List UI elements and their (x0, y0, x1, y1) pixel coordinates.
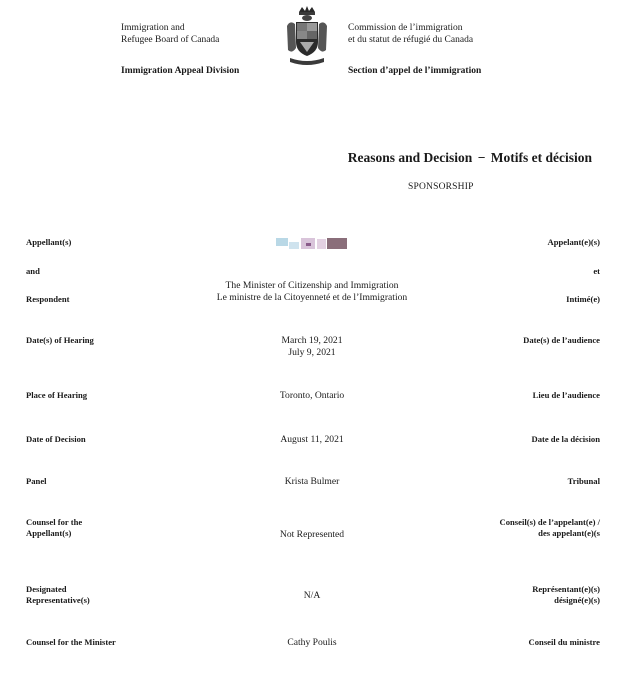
counsel-minister-value: Cathy Poulis (287, 637, 337, 648)
designated-rep-label-line2: Representative(s) (26, 595, 90, 605)
designated-rep-label-fr-line1: Représentant(e)(s) (532, 584, 600, 594)
hearing-dates-label: Date(s) of Hearing (26, 335, 94, 345)
header-right-division: Section d’appel de l’immigration (348, 66, 482, 76)
respondent-label: Respondent (26, 294, 70, 304)
respondent-label-fr: Intimé(e) (566, 294, 600, 304)
respondent-value (182, 280, 442, 304)
decision-date-label-fr: Date de la décision (531, 434, 600, 444)
panel-label: Panel (26, 476, 47, 486)
decision-date-value: August 11, 2021 (280, 434, 344, 445)
respondent-value-line1: The Minister of Citizenship and Immigration (225, 280, 399, 291)
document-subtitle: SPONSORSHIP (408, 182, 474, 192)
header-right-org-line1: Commission de l’immigration (348, 23, 463, 33)
designated-rep-label-fr-line2: désigné(e)(s) (554, 595, 600, 605)
counsel-appellant-label-line1: Counsel for the (26, 517, 83, 527)
redaction-block (317, 239, 326, 249)
counsel-appellant-label-fr-line1: Conseil(s) de l’appelant(e) / (499, 517, 600, 527)
counsel-minister-label-fr: Conseil du ministre (528, 637, 600, 647)
appellant-label-fr: Appelant(e)(s) (547, 237, 600, 247)
redaction-block (289, 242, 299, 249)
redaction-block (327, 238, 347, 249)
document-title-separator: − (477, 150, 486, 165)
canada-coat-of-arms-icon (284, 4, 330, 70)
counsel-appellant-label-fr (500, 517, 601, 539)
hearing-dates-value (182, 335, 442, 359)
document-title-en: Reasons and Decision (347, 150, 473, 165)
and-label-fr: et (593, 266, 600, 276)
place-value: Toronto, Ontario (279, 390, 345, 401)
respondent-value-line2: Le ministre de la Citoyenneté et de l’Immigration (216, 292, 408, 303)
hearing-dates-label-fr: Date(s) de l’audience (523, 335, 600, 345)
place-label-fr: Lieu de l’audience (532, 390, 600, 400)
redaction-block (276, 238, 288, 246)
hearing-date-1: March 19, 2021 (281, 335, 343, 346)
redaction-block (306, 243, 311, 246)
designated-rep-label (26, 584, 90, 606)
counsel-appellant-label (26, 517, 82, 539)
panel-value: Krista Bulmer (284, 476, 340, 487)
header-left-org-line1: Immigration and (121, 23, 185, 33)
designated-rep-value: N/A (303, 590, 321, 601)
decision-date-label: Date of Decision (26, 434, 86, 444)
header-right-org (348, 22, 473, 46)
counsel-minister-label: Counsel for the Minister (26, 637, 116, 647)
counsel-appellant-value: Not Represented (279, 529, 345, 540)
counsel-appellant-label-line2: Appellant(s) (26, 528, 72, 538)
document-title-fr: Motifs et décision (490, 150, 592, 165)
hearing-date-2: July 9, 2021 (288, 347, 336, 358)
and-label: and (26, 266, 40, 276)
place-label: Place of Hearing (26, 390, 88, 400)
appellant-label: Appellant(s) (26, 237, 72, 247)
header-left-org (121, 22, 219, 46)
header-right-org-line2: et du statut de réfugié du Canada (348, 35, 474, 45)
redacted-appellant-name (276, 236, 348, 250)
document-title (348, 150, 592, 166)
designated-rep-label-fr (532, 584, 600, 606)
counsel-appellant-label-fr-line2: des appelant(e)(s (538, 528, 600, 538)
designated-rep-label-line1: Designated (26, 584, 67, 594)
header-left-org-line2: Refugee Board of Canada (121, 35, 220, 45)
panel-label-fr: Tribunal (567, 476, 600, 486)
header-left-division: Immigration Appeal Division (121, 66, 240, 76)
